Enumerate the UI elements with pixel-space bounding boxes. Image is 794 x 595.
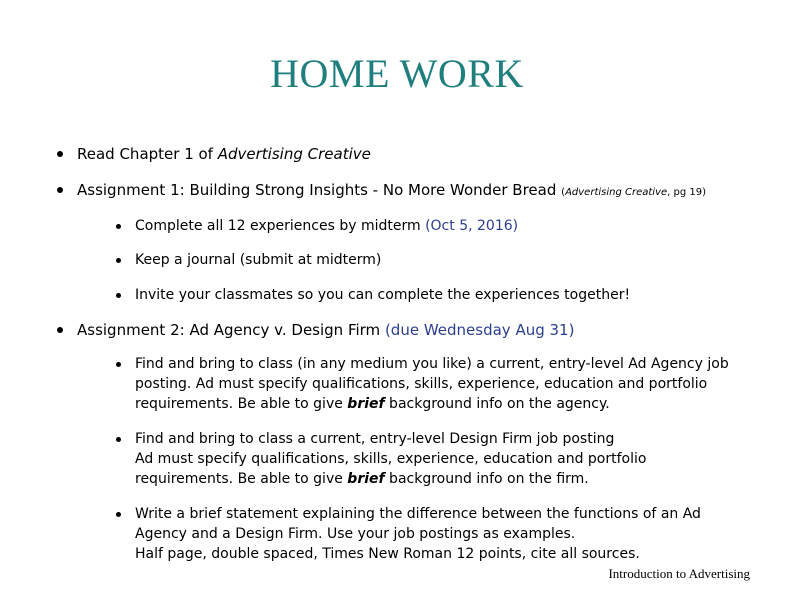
ad-agency-brief: brief (347, 396, 385, 412)
design-firm-line-3a: requirements. Be able to give (135, 471, 348, 487)
design-firm-line-2: Ad must specify qualifications, skills, experience, education and portfolio (135, 451, 647, 467)
bullet (116, 362, 121, 367)
footer-course-name: Introduction to Advertising (608, 566, 750, 581)
assignment-1-title: Assignment 1: Building Strong Insights - No More Wonder Bread (77, 181, 557, 199)
page-title: HOME WORK (270, 51, 524, 96)
ref-rest: , pg 19) (667, 187, 707, 198)
book-title: Advertising Creative (217, 145, 371, 163)
design-firm-line-3 (135, 469, 755, 489)
statement-line-2: Agency and a Design Firm. Use your job postings as examples. (135, 526, 576, 542)
ad-agency-line-3 (135, 394, 755, 414)
ref-open: ( (561, 187, 566, 198)
read-chapter-item (77, 144, 371, 164)
read-prefix: Read Chapter 1 of (77, 145, 218, 163)
experiences-text: Complete all 12 experiences by midterm (135, 218, 426, 234)
ref-book: Advertising Creative (565, 187, 668, 198)
bullet (116, 224, 121, 229)
bullet (116, 293, 121, 298)
statement-item (135, 504, 755, 564)
design-firm-item (135, 429, 755, 489)
bullet (116, 512, 121, 517)
bullet (57, 151, 63, 157)
midterm-date: (Oct 5, 2016) (425, 218, 519, 234)
journal-item: Keep a journal (submit at midterm) (135, 252, 382, 268)
due-date: (due Wednesday Aug 31) (384, 321, 575, 339)
ad-agency-item (135, 354, 755, 414)
assignment-1-item (77, 180, 706, 203)
assignment-2-item (77, 320, 574, 340)
assignment-1-reference (561, 187, 706, 198)
ad-agency-line-1: Find and bring to class (in any medium you like) a current, entry-level Ad Agency job (135, 356, 729, 372)
experiences-item (135, 216, 755, 236)
assignment-2-title: Assignment 2: Ad Agency v. Design Firm (77, 321, 385, 339)
bullet (116, 258, 121, 263)
ad-agency-line-3a: requirements. Be able to give (135, 396, 348, 412)
bullet (57, 187, 63, 193)
statement-line-1: Write a brief statement explaining the difference between the functions of an Ad (135, 506, 701, 522)
invite-item: Invite your classmates so you can complete the experiences together! (135, 287, 631, 303)
design-firm-line-1: Find and bring to class a current, entry-level Design Firm job posting (135, 431, 615, 447)
design-firm-line-3c: background info on the firm. (384, 471, 589, 487)
bullet (116, 437, 121, 442)
design-firm-brief: brief (347, 471, 385, 487)
ad-agency-line-3c: background info on the agency. (384, 396, 610, 412)
statement-line-3: Half page, double spaced, Times New Roman 12 points, cite all sources. (135, 546, 640, 562)
bullet (57, 327, 63, 333)
ad-agency-line-2: posting. Ad must specify qualifications, skills, experience, education and portfolio (135, 376, 708, 392)
